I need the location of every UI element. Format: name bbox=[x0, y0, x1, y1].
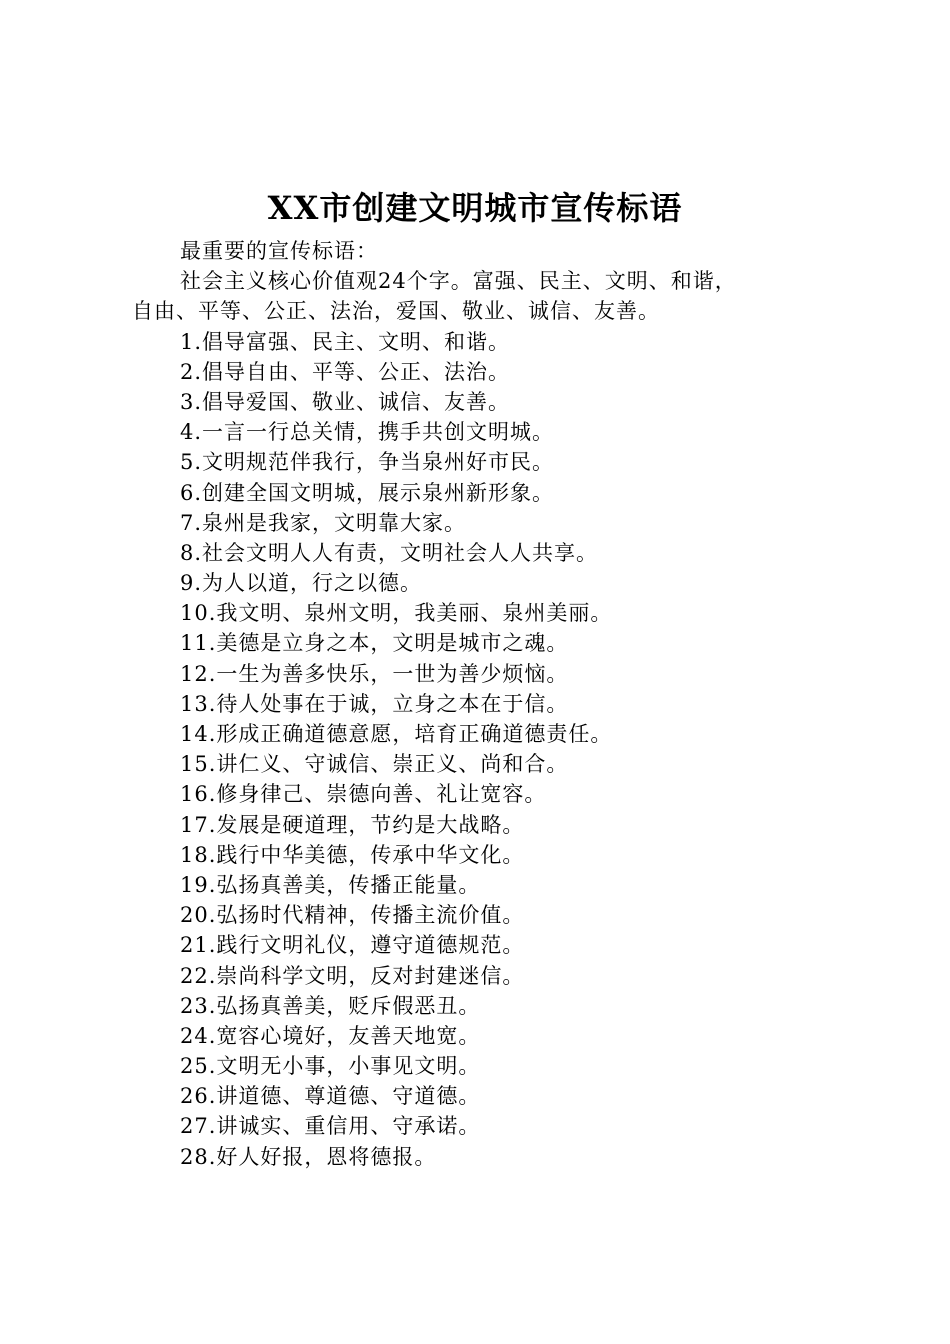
intro-heading: 最重要的宣传标语： bbox=[180, 239, 378, 263]
slogan-item: 12.一生为善多快乐，一世为善少烦恼。 bbox=[180, 661, 569, 686]
slogan-item: 15.讲仁义、守诚信、崇正义、尚和合。 bbox=[180, 752, 569, 777]
slogan-item: 2.倡导自由、平等、公正、法治。 bbox=[180, 359, 511, 384]
slogan-item: 21.践行文明礼仪，遵守道德规范。 bbox=[180, 933, 525, 958]
slogan-item: 7.泉州是我家，文明靠大家。 bbox=[180, 510, 467, 535]
slogan-item: 18.践行中华美德，传承中华文化。 bbox=[180, 842, 525, 867]
slogan-item: 6.创建全国文明城，展示泉州新形象。 bbox=[180, 480, 555, 505]
slogan-item: 26.讲道德、尊道德、守道德。 bbox=[180, 1084, 481, 1109]
core-values-line-2: 自由、平等、公正、法治，爱国、敬业、诚信、友善。 bbox=[132, 299, 660, 324]
slogan-item: 5.文明规范伴我行，争当泉州好市民。 bbox=[180, 450, 555, 475]
slogan-item: 25.文明无小事，小事见文明。 bbox=[180, 1054, 481, 1079]
slogan-item: 11.美德是立身之本，文明是城市之魂。 bbox=[180, 631, 569, 656]
slogan-item: 17.发展是硬道理，节约是大战略。 bbox=[180, 812, 525, 837]
slogan-item: 24.宽容心境好，友善天地宽。 bbox=[180, 1023, 481, 1048]
slogan-item: 8.社会文明人人有责，文明社会人人共享。 bbox=[180, 540, 599, 565]
slogan-item: 14.形成正确道德意愿，培育正确道德责任。 bbox=[180, 722, 613, 746]
slogan-item: 16.修身律己、崇德向善、礼让宽容。 bbox=[180, 782, 547, 807]
slogan-item: 20.弘扬时代精神，传播主流价值。 bbox=[180, 903, 525, 928]
document-title: XX市创建文明城市宣传标语 bbox=[267, 189, 683, 227]
slogan-item: 9.为人以道，行之以德。 bbox=[180, 571, 423, 596]
slogan-item: 19.弘扬真善美，传播正能量。 bbox=[180, 872, 481, 897]
slogan-item: 4.一言一行总关情，携手共创文明城。 bbox=[180, 420, 555, 445]
slogan-item: 10.我文明、泉州文明，我美丽、泉州美丽。 bbox=[180, 601, 613, 626]
slogan-item: 22.崇尚科学文明，反对封建迷信。 bbox=[180, 963, 525, 988]
slogan-list bbox=[132, 327, 832, 1172]
slogan-item: 28.好人好报，恩将德报。 bbox=[180, 1144, 437, 1169]
slogan-item: 3.倡导爱国、敬业、诚信、友善。 bbox=[180, 389, 511, 414]
slogan-item: 23.弘扬真善美，贬斥假恶丑。 bbox=[180, 993, 481, 1018]
core-values-line-1: 社会主义核心价值观24个字。富强、民主、文明、和谐， bbox=[180, 269, 737, 294]
slogan-item: 1.倡导富强、民主、文明、和谐。 bbox=[180, 329, 511, 354]
slogan-item: 27.讲诚实、重信用、守承诺。 bbox=[180, 1114, 481, 1139]
document-body bbox=[132, 236, 832, 1172]
slogan-item: 13.待人处事在于诚，立身之本在于信。 bbox=[180, 691, 569, 716]
